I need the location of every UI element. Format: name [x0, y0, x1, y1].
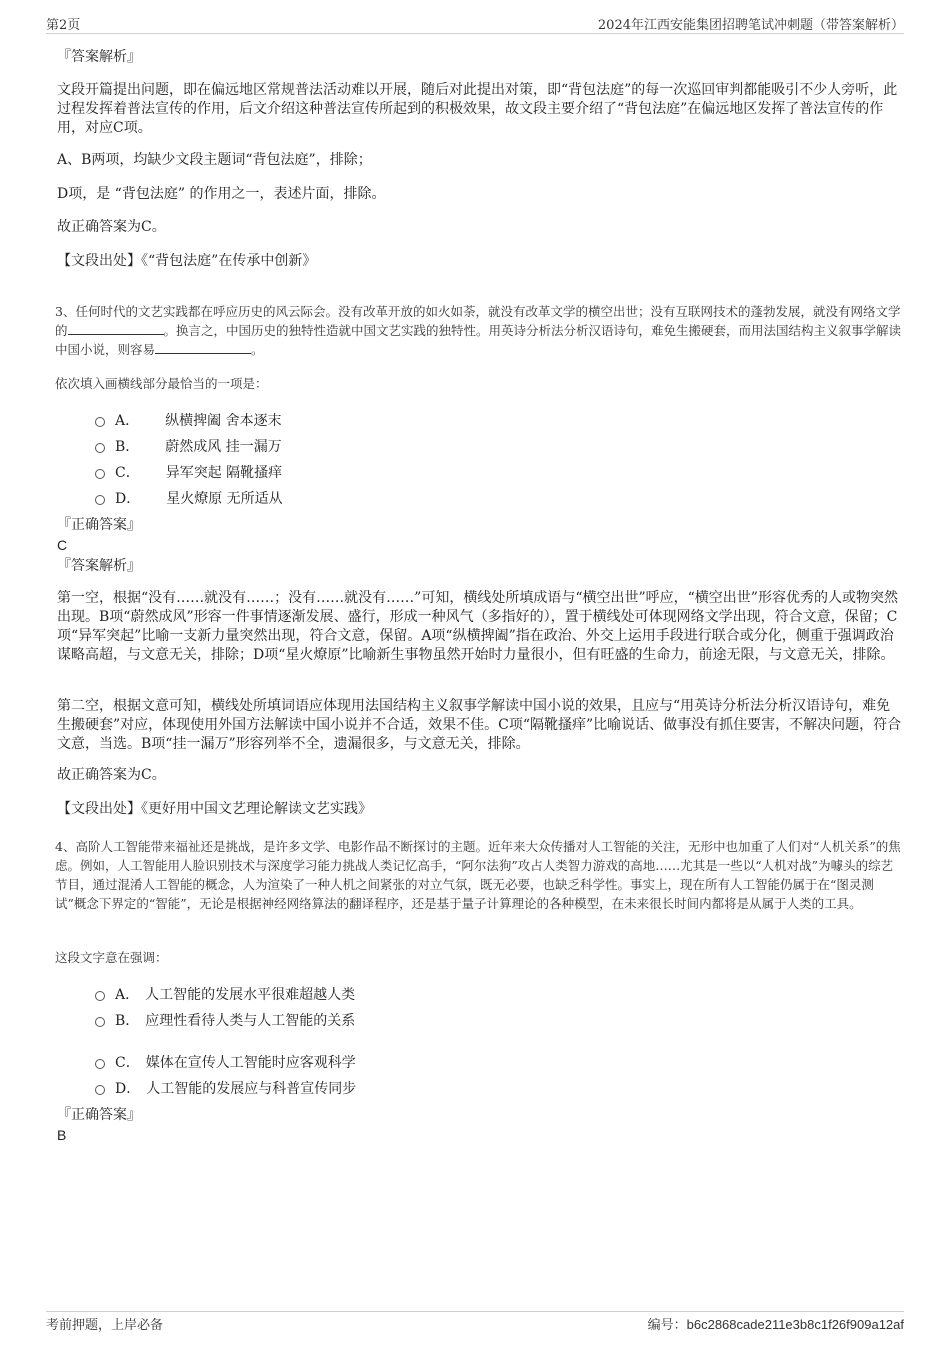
- document-code: 编号：b6c2868cade211e3b8c1f26f909a12af: [647, 1317, 904, 1333]
- q4-stem: 4、高阶人工智能带来福祉还是挑战，是许多文学、电影作品不断探讨的主题。近年来大众传播对人工智能的关注，无形中也加重了人们对“人机关系”的焦虑。例如，人工智能用人脸识别技术与深度学习能力挑战人类记忆高手，“阿尔法狗”攻占人类智力游戏的高地……尤其是一些以“人机对战”为噱头的综艺节目，通过混淆人工智能的概念，人为渲染了一种人机之间紧张的对立气氛，既无必要，也缺乏科学性。事实上，现在所有人工智能仍属于在“图灵测试”概念下界定的“智能”，无论是根据神经网络算法的翻译程序，还是基于量子计算理论的各种模型，在未来很长时间内都将是从属于人类的工具。: [55, 839, 901, 911]
- q3-analysis-conclusion: 故正确答案为C。: [57, 767, 166, 783]
- q2-analysis-paragraph-2: A、B两项，均缺少文段主题词“背包法庭”，排除；: [57, 152, 372, 168]
- radio-icon[interactable]: [95, 1017, 105, 1027]
- q3-option-a[interactable]: A． 纵横捭阖 舍本逐末: [95, 410, 282, 430]
- q3-option-b[interactable]: B． 蔚然成风 挂一漏万: [95, 436, 282, 456]
- radio-icon[interactable]: [95, 495, 105, 505]
- header-divider: [46, 33, 904, 34]
- q3-prompt: 依次填入画横线部分最恰当的一项是：: [55, 376, 268, 391]
- q2-analysis-paragraph-3: D项，是 “背包法庭” 的作用之一，表述片面，排除。: [57, 186, 386, 202]
- q3-blank-2: [155, 341, 251, 354]
- q4-option-b[interactable]: B． 应理性看待人类与人工智能的关系: [95, 1010, 355, 1030]
- q2-analysis-conclusion: 故正确答案为C。: [57, 219, 166, 235]
- document-title: 2024年江西安能集团招聘笔试冲刺题（带答案解析）: [597, 18, 904, 33]
- q3-analysis-paragraph-1: 第一空，根据“没有……就没有……；没有……就没有……”可知，横线处所填成语与“横空出世”呼应，“横空出世”形容优秀的人或物突然出现。B项“蔚然成风”形容一件事情逐渐发展、盛行，形成一种风气（多指好的），置于横线处可体现网络文学出现，符合文意，保留；C项“异军突起”比喻一支新力量突然出现，符合文意，保留。A项“纵横捭阖”指在政治、外交上运用手段进行联合或分化，侧重于强调政治谋略高超，与文意无关，排除；D项“星火燎原”比喻新生事物虽然开始时力量很小，但有旺盛的生命力，前途无限，与文意无关，排除。: [57, 590, 898, 663]
- q4-correct-title: 『正确答案』: [57, 1107, 141, 1123]
- q3-option-c[interactable]: C． 异军突起 隔靴搔痒: [95, 462, 282, 482]
- q3-correct-answer: C: [57, 537, 68, 553]
- q4-option-d[interactable]: D． 人工智能的发展应与科普宣传同步: [95, 1078, 356, 1098]
- radio-icon[interactable]: [95, 417, 105, 427]
- q2-source: 【文段出处】《“背包法庭”在传承中创新》: [57, 253, 317, 269]
- q3-analysis-paragraph-2: 第二空，根据文意可知，横线处所填词语应体现用法国结构主义叙事学解读中国小说的效果，且应与“用英诗分析法分析汉语诗句，难免生搬硬套”对应，体现使用外国方法解读中国小说并不合适，效果不佳。C项“隔靴搔痒”比喻说话、做事没有抓住要害，不解决问题，符合文意，当选。B项“挂一漏万”形容列举不全，遗漏很多，与文意无关，排除。: [57, 698, 902, 752]
- q4-option-a[interactable]: A． 人工智能的发展水平很难超越人类: [95, 984, 355, 1004]
- radio-icon[interactable]: [95, 469, 105, 479]
- q4-correct-answer: B: [57, 1127, 67, 1143]
- q4-prompt: 这段文字意在强调：: [55, 950, 168, 965]
- radio-icon[interactable]: [95, 991, 105, 1001]
- q3-stem: 3、任何时代的文艺实践都在呼应历史的风云际会。没有改革开放的如火如荼，就没有改革文学的横空出世；没有互联网技术的蓬勃发展，就没有网络文学的 。换言之，中国历史的独特性造就中国文艺实践的独特性。用英诗分析法分析汉语诗句，难免生搬硬套，而用法国结构主义叙事学解读中国小说，则容易 。: [55, 304, 902, 357]
- q3-analysis-title: 『答案解析』: [57, 558, 141, 574]
- radio-icon[interactable]: [95, 1085, 105, 1095]
- radio-icon[interactable]: [95, 443, 105, 453]
- footer-divider: [46, 1311, 904, 1312]
- q2-analysis-paragraph-1: 文段开篇提出问题，即在偏远地区常规普法活动难以开展，随后对此提出对策，即“背包法庭”的每一次巡回审判都能吸引不少人旁听，此过程发挥着普法宣传的作用，后文介绍这种普法宣传所起到的积极效果，故文段主要介绍了“背包法庭”在偏远地区发挥了普法宣传的作用，对应C项。: [57, 82, 898, 136]
- q3-source: 【文段出处】《更好用中国文艺理论解读文艺实践》: [57, 801, 372, 817]
- footer-slogan: 考前押题，上岸必备: [46, 1318, 164, 1333]
- page-number: 第2页: [46, 18, 81, 33]
- q3-blank-1: [68, 322, 164, 335]
- q4-option-c[interactable]: C． 媒体在宣传人工智能时应客观科学: [95, 1052, 356, 1072]
- q3-correct-title: 『正确答案』: [57, 517, 141, 533]
- q2-analysis-title: 『答案解析』: [57, 49, 141, 65]
- q3-option-d[interactable]: D． 星火燎原 无所适从: [95, 488, 283, 508]
- radio-icon[interactable]: [95, 1059, 105, 1069]
